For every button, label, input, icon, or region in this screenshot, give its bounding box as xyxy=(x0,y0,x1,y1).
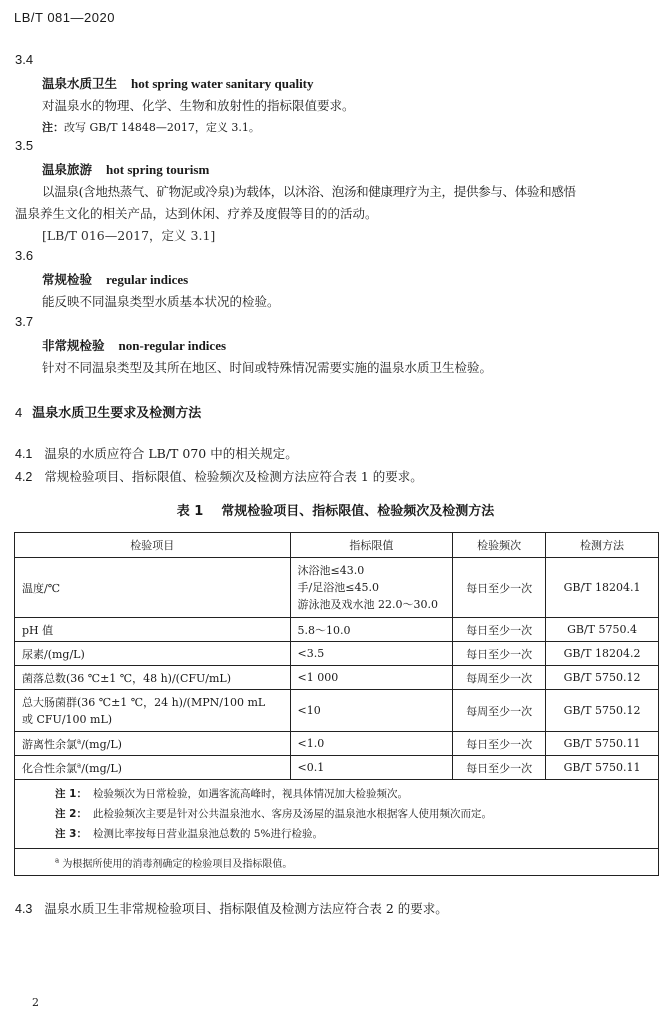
cell-limit xyxy=(290,558,453,618)
table-row xyxy=(15,558,659,618)
term-en: non-regular indices xyxy=(118,338,227,353)
cell-limit: 5.8～10.0 xyxy=(290,618,453,642)
table-notes xyxy=(15,780,659,849)
table-header: 指标限值 xyxy=(290,533,453,558)
term-heading xyxy=(42,74,314,92)
table-notes-row xyxy=(15,780,659,849)
table-note xyxy=(55,784,648,804)
table-header: 检验频次 xyxy=(453,533,546,558)
term-definition: 对温泉水的物理、化学、生物和放射性的指标限值要求。 xyxy=(42,98,355,113)
cell-item: 菌落总数(36 ℃±1 ℃，48 h)/(CFU/mL) xyxy=(15,666,291,690)
cell-frequency: 每日至少一次 xyxy=(453,642,546,666)
item-line: 或 CFU/100 mL) xyxy=(22,712,113,726)
limit-line: 沐浴池≤43.0 xyxy=(297,564,365,577)
item-name: 化合性余氯 xyxy=(22,761,77,775)
cell-item: 尿素/(mg/L) xyxy=(15,642,291,666)
term-definition: 针对不同温泉类型及其所在地区、时间或特殊情况需要实施的温泉水质卫生检验。 xyxy=(42,360,493,375)
term-heading xyxy=(42,270,188,288)
note-label: 注： xyxy=(42,121,64,134)
cell-item xyxy=(15,732,291,756)
term-definition-cont: 温泉养生文化的相关产品，达到休闲、疗养及度假等目的的活动。 xyxy=(15,206,378,221)
cell-frequency: 每日至少一次 xyxy=(453,732,546,756)
table-caption-title: 常规检验项目、指标限值、检验频次及检测方法 xyxy=(221,504,495,519)
cell-method: GB/T 5750.12 xyxy=(546,690,659,732)
section-number: 4 xyxy=(15,405,23,420)
table-caption-number: 表 1 xyxy=(176,504,204,519)
section-title: 温泉水质卫生要求及检测方法 xyxy=(32,406,202,421)
clause xyxy=(15,899,448,917)
cell-method: GB/T 18204.1 xyxy=(546,558,659,618)
cell-item: pH 值 xyxy=(15,618,291,642)
table-header: 检测方法 xyxy=(546,533,659,558)
page-header: LB/T 081—2020 xyxy=(14,10,115,25)
note-text: 此检验频次主要是针对公共温泉池水、客房及汤屋的温泉池水根据客人使用频次而定。 xyxy=(92,808,492,820)
cell-limit: <0.1 xyxy=(290,756,453,780)
cell-method: GB/T 18204.2 xyxy=(546,642,659,666)
note-text: 改写 GB/T 14848—2017，定义 3.1。 xyxy=(64,121,260,134)
footnote-text: 为根据所使用的消毒剂确定的检验项目及指标限值。 xyxy=(62,858,293,870)
term-en: hot spring tourism xyxy=(106,162,210,177)
term-note xyxy=(42,119,260,135)
table-header-row xyxy=(15,533,659,558)
cell-limit: <1.0 xyxy=(290,732,453,756)
clause-number: 4.2 xyxy=(15,470,33,484)
table-footnote-row xyxy=(15,849,659,876)
limit-line: 手/足浴池≤45.0 xyxy=(297,581,379,594)
cell-limit: <3.5 xyxy=(290,642,453,666)
item-name: 游离性余氯 xyxy=(22,737,77,751)
term-en: hot spring water sanitary quality xyxy=(131,76,314,91)
term-number: 3.4 xyxy=(15,52,34,67)
cell-frequency: 每周至少一次 xyxy=(453,666,546,690)
term-zh: 常规检验 xyxy=(42,272,93,287)
item-unit: /(mg/L) xyxy=(81,761,122,775)
term-definition: 能反映不同温泉类型水质基本状况的检验。 xyxy=(42,294,280,309)
page-number: 2 xyxy=(32,996,39,1009)
cell-item xyxy=(15,690,291,732)
cell-frequency: 每日至少一次 xyxy=(453,618,546,642)
cell-frequency: 每日至少一次 xyxy=(453,558,546,618)
cell-frequency: 每周至少一次 xyxy=(453,690,546,732)
term-en: regular indices xyxy=(106,272,189,287)
table-row xyxy=(15,690,659,732)
table-note xyxy=(55,804,648,824)
note-label: 注 2： xyxy=(55,808,87,820)
note-label: 注 3： xyxy=(55,828,87,840)
term-definition: 以温泉(含地热蒸气、矿物泥或冷泉)为载体，以沐浴、泡汤和健康理疗为主，提供参与、体验和感悟 xyxy=(42,184,576,199)
clause-text: 温泉水质卫生非常规检验项目、指标限值及检测方法应符合表 2 的要求。 xyxy=(44,901,448,916)
clause xyxy=(15,444,298,462)
cell-method: GB/T 5750.4 xyxy=(546,618,659,642)
term-heading xyxy=(42,336,226,354)
term-zh: 温泉水质卫生 xyxy=(42,76,118,91)
term-zh: 非常规检验 xyxy=(42,338,105,353)
footnote-ref: a xyxy=(77,760,82,769)
item-unit: /(mg/L) xyxy=(81,737,122,751)
table-row xyxy=(15,642,659,666)
table-header: 检验项目 xyxy=(15,533,291,558)
term-heading xyxy=(42,160,209,178)
term-number: 3.6 xyxy=(15,248,34,263)
table-note xyxy=(55,824,648,844)
limit-line: 游泳池及戏水池 22.0～30.0 xyxy=(297,598,439,611)
clause-text: 温泉的水质应符合 LB/T 070 中的相关规定。 xyxy=(44,446,298,461)
section-heading xyxy=(15,402,201,421)
note-text: 检验频次为日常检验，如遇客流高峰时，视具体情况加大检验频次。 xyxy=(92,788,408,800)
table-caption xyxy=(0,500,671,519)
clause-number: 4.1 xyxy=(15,447,33,461)
term-citation: [LB/T 016—2017，定义 3.1] xyxy=(42,228,216,243)
cell-item xyxy=(15,756,291,780)
clause xyxy=(15,467,423,485)
cell-method: GB/T 5750.12 xyxy=(546,666,659,690)
table-row xyxy=(15,732,659,756)
clause-number: 4.3 xyxy=(15,902,33,916)
table-row xyxy=(15,666,659,690)
cell-limit: <1 000 xyxy=(290,666,453,690)
regular-indices-table xyxy=(14,532,659,876)
term-number: 3.7 xyxy=(15,314,34,329)
term-zh: 温泉旅游 xyxy=(42,162,93,177)
item-line: 总大肠菌群(36 ℃±1 ℃，24 h)/(MPN/100 mL xyxy=(22,695,266,709)
note-text: 检测比率按每日营业温泉池总数的 5%进行检验。 xyxy=(92,828,323,840)
cell-method: GB/T 5750.11 xyxy=(546,732,659,756)
note-label: 注 1： xyxy=(55,788,87,800)
cell-frequency: 每日至少一次 xyxy=(453,756,546,780)
term-number: 3.5 xyxy=(15,138,34,153)
cell-limit: <10 xyxy=(290,690,453,732)
footnote-mark: a xyxy=(55,856,60,865)
table-row xyxy=(15,756,659,780)
footnote-ref: a xyxy=(77,736,82,745)
cell-method: GB/T 5750.11 xyxy=(546,756,659,780)
clause-text: 常规检验项目、指标限值、检验频次及检测方法应符合表 1 的要求。 xyxy=(44,469,423,484)
table-footnote xyxy=(15,849,659,876)
cell-item: 温度/℃ xyxy=(15,558,291,618)
table-row xyxy=(15,618,659,642)
